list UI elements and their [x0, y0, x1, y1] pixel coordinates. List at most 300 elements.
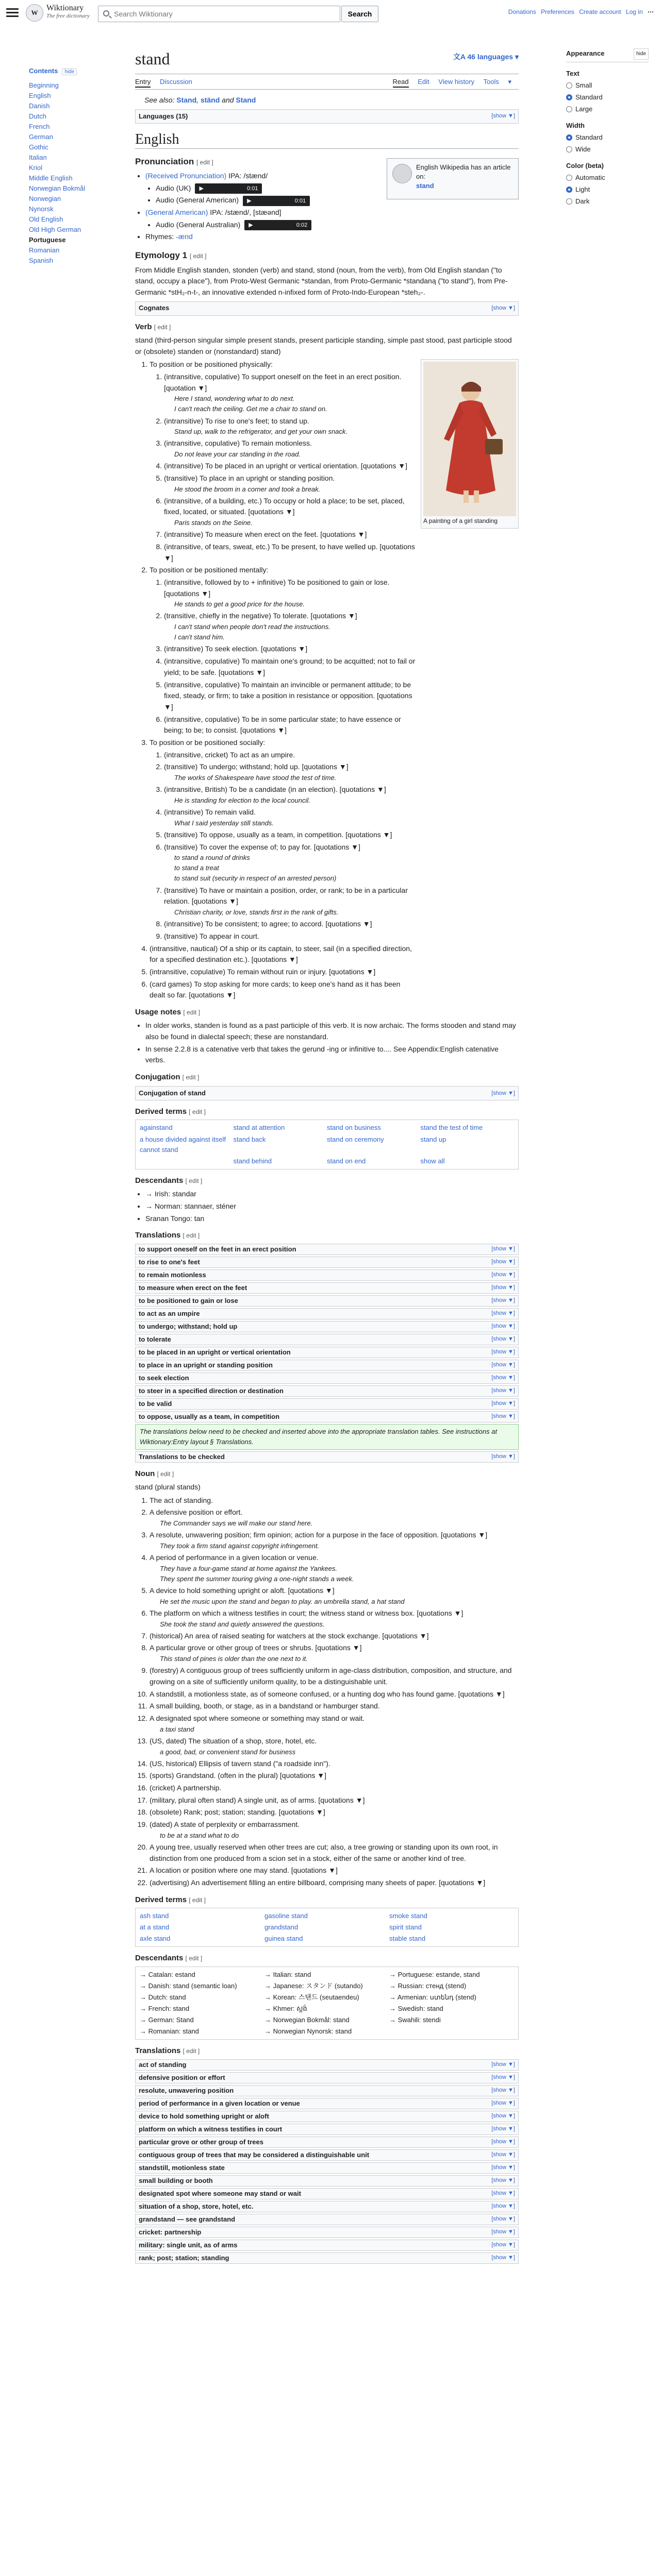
list-item: • In older works, standen is found as a past participle of this verb. It is now archaic. The forms stooden and stand may also be found in dialectal speech; these are nonstandard. [145, 1020, 519, 1042]
translation-gloss: to undergo; withstand; hold up [139, 1322, 238, 1330]
section-title: English [135, 131, 179, 147]
sense [164, 829, 418, 841]
table-of-contents [29, 66, 86, 266]
show-toggle[interactable]: [show ▼] [491, 1297, 515, 1304]
list-item: • → Irish: standar [145, 1189, 519, 1200]
show-toggle[interactable]: [show ▼] [491, 2061, 515, 2068]
log-in-link[interactable]: Log in [625, 8, 643, 15]
image-thumbnail[interactable] [421, 359, 519, 529]
audio-player[interactable]: ▶ 0:01 [195, 183, 262, 194]
sense-text: (dated) A state of perplexity or embarrassment. [150, 1820, 300, 1829]
edit-link[interactable]: [ edit ] [157, 1470, 174, 1478]
list-item: • → Norman: stannaer, sténer [145, 1201, 519, 1212]
example: He stands to get a good price for the house. [174, 600, 305, 608]
translation-box[interactable] [135, 1372, 519, 1384]
show-toggle[interactable]: [show ▼] [491, 1400, 515, 1407]
example: a taxi stand [160, 1725, 194, 1733]
list-item: → Russian: стенд (stend) [389, 1981, 467, 1990]
list-item: • In sense 2.2.8 is a catenative verb that takes the gerund -ing or infinitive to.... See Appendix:English catenative verbs. [145, 1044, 519, 1066]
translation-box[interactable] [135, 2137, 519, 2148]
edit-link[interactable]: [ edit ] [189, 252, 207, 260]
show-toggle[interactable]: [show ▼] [491, 2190, 515, 2197]
see-also-label: See also: [144, 96, 175, 104]
list-item[interactable]: stand behind [233, 1157, 272, 1165]
toc-item[interactable]: Italian [29, 154, 47, 161]
tab-entry[interactable]: Entry [135, 78, 151, 88]
translation-gloss: to support oneself on the feet in an erect position [139, 1245, 296, 1253]
site-name: Wiktionary [46, 4, 84, 12]
etymology-heading [135, 249, 519, 262]
toc-item[interactable]: Old English [29, 215, 63, 223]
show-toggle[interactable]: [show ▼] [491, 1323, 515, 1330]
translation-gloss: to measure when erect on the feet [139, 1283, 247, 1292]
list-item: → Swahili: stendi [389, 2016, 441, 2024]
sense [150, 1819, 519, 1841]
show-toggle[interactable]: [show ▼] [491, 1284, 515, 1291]
sense [150, 979, 418, 1001]
radio-label: Light [575, 185, 590, 193]
sense-text: (transitive) To cover the expense of; to pay for. [quotations ▼] [164, 842, 360, 851]
translation-box[interactable] [135, 2214, 519, 2225]
sense-text: A device to hold something upright or aloft. [quotations ▼] [150, 1586, 335, 1595]
translation-box[interactable] [135, 2188, 519, 2199]
example: They have a four-game stand at home against the Yankees. [160, 1564, 337, 1572]
rhymes-link[interactable]: -ænd [176, 232, 193, 241]
text-standard-radio[interactable] [566, 92, 649, 103]
sense-text: (US, historical) Ellipsis of tavern stand ("a roadside inn"). [150, 1759, 330, 1768]
section-title: Derived terms [135, 1895, 187, 1904]
show-toggle[interactable]: [show ▼] [491, 113, 515, 120]
tab-read[interactable]: Read [393, 78, 409, 88]
toc-item[interactable]: German [29, 133, 53, 141]
show-toggle[interactable]: [show ▼] [491, 2216, 515, 2223]
derived-terms-list [135, 1120, 519, 1170]
translation-box[interactable] [135, 1269, 519, 1281]
list-item[interactable]: againstand [140, 1124, 173, 1132]
example: Here I stand, wondering what to do next. [174, 395, 295, 403]
show-toggle[interactable]: [show ▼] [491, 1453, 515, 1460]
edit-link[interactable]: [ edit ] [183, 2047, 200, 2055]
translations-to-check-box[interactable] [135, 1451, 519, 1463]
example: to stand a treat [174, 864, 219, 872]
example: This stand of pines is older than the one next to it. [160, 1655, 308, 1663]
show-toggle[interactable]: [show ▼] [491, 1246, 515, 1252]
toc-item[interactable]: Kriol [29, 164, 43, 172]
ipa-text: IPA: /stænd/ [228, 172, 268, 180]
search-button[interactable]: Search [341, 6, 378, 22]
translation-gloss: to act as an umpire [139, 1309, 200, 1317]
search-icon [103, 10, 109, 16]
sense [150, 1877, 519, 1889]
toc-item[interactable]: Gothic [29, 143, 48, 151]
sense [150, 1552, 519, 1584]
width-standard-radio[interactable] [566, 132, 649, 143]
toc-hide-button[interactable]: hide [62, 69, 77, 75]
show-toggle[interactable]: [show ▼] [491, 2203, 515, 2210]
translation-box[interactable] [135, 2175, 519, 2187]
accent-label[interactable]: (General American) [145, 208, 208, 217]
list-item[interactable]: a house divided against itself cannot stand [140, 1135, 226, 1154]
list-item: → French: stand [140, 2005, 190, 2013]
conjugation-label: Conjugation of stand [139, 1089, 206, 1097]
toc-item[interactable]: English [29, 92, 51, 99]
tab-tools[interactable]: Tools ▾ [483, 77, 511, 86]
sense-text: A small building, booth, or stage, as in a bandstand or hamburger stand. [150, 1702, 380, 1710]
search-input[interactable] [114, 8, 310, 20]
section-title: Noun [135, 1469, 155, 1478]
toc-item[interactable]: Romanian [29, 246, 60, 254]
conjugation-box[interactable] [135, 1086, 519, 1100]
translation-box[interactable] [135, 1257, 519, 1268]
translation-gloss: resolute, unwavering position [139, 2086, 234, 2094]
list-item[interactable]: stand on end [327, 1157, 366, 1165]
sense [150, 1842, 519, 1864]
toc-item[interactable]: Spanish [29, 257, 53, 264]
list-item [156, 219, 519, 231]
list-item[interactable]: stand the test of time [420, 1124, 483, 1132]
edit-link[interactable]: [ edit ] [154, 323, 171, 331]
audio-player[interactable]: ▶ 0:02 [244, 220, 311, 230]
sense [164, 371, 418, 415]
sense [164, 416, 418, 437]
translation-gloss: small building or booth [139, 2176, 213, 2184]
list-item[interactable]: stand up [420, 1135, 446, 1143]
section-title: Translations [135, 2046, 181, 2056]
sense-text: (transitive) To oppose, usually as a team, in competition. [quotations ▼] [164, 830, 392, 839]
see-also-link[interactable]: Stand [176, 96, 197, 104]
color-automatic-radio[interactable] [566, 173, 649, 183]
translation-box[interactable] [135, 1411, 519, 1422]
translation-gloss: situation of a shop, store, hotel, etc. [139, 2202, 254, 2210]
translation-box[interactable] [135, 2162, 519, 2174]
translation-box[interactable] [135, 2124, 519, 2135]
radio-label: Standard [575, 133, 603, 141]
sense-text: A resolute, unwavering position; firm opinion; action for a purpose in the face of opposition. [quotations ▼] [150, 1531, 488, 1539]
translation-box[interactable] [135, 2072, 519, 2083]
show-toggle[interactable]: [show ▼] [491, 1310, 515, 1317]
translation-gloss: particular grove or other group of trees [139, 2138, 263, 2146]
translation-box[interactable] [135, 2252, 519, 2264]
wikipedia-link[interactable]: stand [416, 181, 434, 190]
show-toggle[interactable]: [show ▼] [491, 1362, 515, 1368]
wikipedia-text: English Wikipedia has an article on: [416, 163, 511, 180]
translation-box[interactable] [135, 2227, 519, 2238]
example: to stand suit (security in respect of an arrested person) [174, 874, 337, 883]
sense [164, 784, 418, 806]
list-item[interactable]: stand on business [327, 1124, 381, 1132]
sense [150, 1608, 519, 1630]
sense-text: (sports) Grandstand. (often in the plural) [quotations ▼] [150, 1771, 327, 1780]
translation-box[interactable] [135, 2240, 519, 2251]
sense [150, 1865, 519, 1876]
noun-descendants [135, 1967, 519, 2040]
show-toggle[interactable]: [show ▼] [491, 305, 515, 312]
example: They spent the summer touring giving a one-night stands a week. [160, 1574, 354, 1583]
sense-text: (obsolete) Rank; post; station; standing. [quotations ▼] [150, 1808, 325, 1817]
list-item[interactable] [140, 1156, 234, 1166]
sense-text: (intransitive, copulative) To remain without ruin or injury. [quotations ▼] [150, 967, 376, 976]
show-toggle[interactable]: [show ▼] [491, 1413, 515, 1420]
translation-box[interactable] [135, 2111, 519, 2122]
appearance-hide-button[interactable]: hide [634, 48, 649, 60]
edit-link[interactable]: [ edit ] [189, 1896, 206, 1904]
translation-box[interactable] [135, 2059, 519, 2071]
sense [164, 680, 418, 713]
width-label: Width [566, 122, 585, 129]
tab-discussion[interactable]: Discussion [159, 77, 192, 86]
translation-box[interactable] [135, 1347, 519, 1358]
noun-translation-tables [135, 2059, 519, 2264]
sense [164, 656, 418, 678]
sense-text: (intransitive) To be placed in an upright or vertical orientation. [quotations ▼] [164, 462, 407, 470]
show-toggle[interactable]: [show ▼] [491, 1375, 515, 1381]
show-toggle[interactable]: [show ▼] [491, 2151, 515, 2158]
audio-label: Audio (General Australian) [156, 220, 241, 229]
descendants-heading [135, 1175, 519, 1187]
toc-item[interactable]: Norwegian Bokmål [29, 184, 86, 192]
example: He stood the broom in a corner and took a break. [174, 485, 321, 493]
edit-link[interactable]: [ edit ] [185, 1955, 203, 1962]
list-item: → Romanian: stand [140, 2027, 199, 2036]
list-item[interactable]: guinea stand [264, 1935, 303, 1943]
list-item: → German: Stand [140, 2016, 194, 2024]
translations-heading [135, 1229, 519, 1241]
site-logo[interactable]: W [26, 4, 43, 22]
list-item[interactable]: gasoline stand [264, 1911, 308, 1920]
sense-text: (intransitive) To rise to one's feet; to stand up. [164, 416, 309, 425]
translation-box[interactable] [135, 1385, 519, 1397]
list-item: → Portuguese: estande, stand [389, 1970, 480, 1978]
sense [150, 967, 418, 978]
sub-senses [164, 577, 418, 736]
translation-box[interactable] [135, 1360, 519, 1371]
show-toggle[interactable]: [show ▼] [491, 2139, 515, 2145]
sense-text: (transitive) To place in an upright or standing position. [164, 473, 335, 482]
list-item: • Sranan Tongo: tan [145, 1213, 519, 1225]
list-item[interactable]: axle stand [140, 1935, 171, 1943]
noun-derived-heading [135, 1894, 519, 1906]
audio-label: Audio (UK) [156, 183, 191, 192]
sense [150, 1783, 519, 1794]
etymology-text: From Middle English standen, stonden (verb) and stand, stond (noun, from the verb), from Old English standan ("to stand, occupy a place"), from Proto-West Germanic *standan, from Proto-Germanic *standaną ("to stand"), from Pre-Germanic *stH₂-n-t-, an innovative extended n-infixed form of Proto-Indo-European *steh₂-. [135, 265, 508, 296]
sense [150, 1689, 519, 1700]
show-toggle[interactable]: [show ▼] [491, 2177, 515, 2184]
translation-gloss: to rise to one's feet [139, 1258, 200, 1266]
sense-text: A particular grove or other group of trees or shrubs. [quotations ▼] [150, 1643, 362, 1652]
tab-edit[interactable]: Edit [418, 77, 429, 86]
sense [150, 359, 418, 564]
sense-text: A designated spot where someone or something may stand or wait. [150, 1714, 365, 1723]
languages-box[interactable] [135, 109, 519, 124]
list-item[interactable]: ash stand [140, 1911, 169, 1920]
sense [164, 541, 418, 564]
edit-link[interactable]: [ edit ] [183, 1232, 200, 1240]
translation-box[interactable] [135, 1321, 519, 1332]
sense-text: To position or be positioned socially: [150, 738, 266, 747]
sense [164, 885, 418, 918]
list-item: → Korean: 스탠드 (seutaendeu) [264, 1993, 359, 2001]
edit-link[interactable]: [ edit ] [182, 1073, 200, 1081]
toc-item-current[interactable]: Portuguese [29, 236, 66, 244]
translation-box[interactable] [135, 1244, 519, 1255]
show-toggle[interactable]: [show ▼] [491, 1387, 515, 1394]
translations-notice: The translations below need to be checked and inserted above into the appropriate translation tables. See instructions at Wiktionary:Entry layout § Translations. [135, 1424, 519, 1450]
girl-standing-image[interactable] [423, 362, 516, 516]
translation-gloss: platform on which a witness testifies in court [139, 2125, 283, 2133]
show-toggle[interactable]: [show ▼] [491, 2087, 515, 2094]
sense [150, 737, 418, 942]
section-title: Conjugation [135, 1072, 180, 1081]
site-brand[interactable] [46, 4, 90, 19]
radio-label: Standard [575, 93, 603, 101]
donations-link[interactable]: Donations [508, 8, 536, 15]
main-menu-icon[interactable] [6, 6, 19, 19]
translation-box[interactable] [135, 1282, 519, 1294]
sense-text: A young tree, usually reserved when other trees are cut; also, a tree growing or standing upon its own root, in distinction from one produced from a scion set in a stock, either of the same or another kind of tree. [150, 1842, 498, 1862]
show-toggle[interactable]: [show ▼] [491, 2113, 515, 2120]
list-item[interactable]: stand back [233, 1135, 266, 1143]
show-toggle[interactable]: [show ▼] [491, 2242, 515, 2248]
see-also-sep: and [222, 96, 234, 104]
text-large-radio[interactable] [566, 104, 649, 114]
noun-senses [150, 1495, 519, 1889]
toc-item[interactable]: Norwegian Nynorsk [29, 195, 61, 213]
example: The works of Shakespeare have stood the test of time. [174, 774, 337, 782]
list-item[interactable]: spirit stand [389, 1923, 422, 1931]
list-item[interactable]: smoke stand [389, 1911, 427, 1920]
sense [164, 473, 418, 495]
tab-view-history[interactable]: View history [438, 77, 475, 86]
sense [150, 1758, 519, 1770]
translation-box[interactable] [135, 1295, 519, 1307]
verb-senses [150, 359, 418, 1001]
tools-label: Tools [483, 77, 499, 86]
appearance-panel [566, 48, 649, 208]
width-wide-radio[interactable] [566, 144, 649, 155]
color-light-radio[interactable] [566, 184, 649, 195]
translation-gloss: Translations to be checked [139, 1452, 225, 1461]
list-item[interactable]: stand at attention [233, 1124, 285, 1132]
list-item[interactable]: stand on ceremony [327, 1135, 384, 1143]
show-toggle[interactable]: [show ▼] [491, 2074, 515, 2081]
see-also-link[interactable]: ständ [200, 96, 220, 104]
example: What I said yesterday still stands. [174, 819, 274, 827]
list-item: → Italian: stand [264, 1970, 311, 1978]
translation-gloss: rank; post; station; standing [139, 2253, 229, 2262]
see-also-link[interactable]: Stand [236, 96, 256, 104]
color-dark-radio[interactable] [566, 196, 649, 207]
noun-descendants-heading [135, 1952, 519, 1964]
toc-item[interactable]: Dutch [29, 112, 46, 120]
create-account-link[interactable]: Create account [579, 8, 621, 15]
sense-text: (intransitive, nautical) Of a ship or its captain, to steer, sail (in a specified direction, for a specified destination etc.). [quotations ▼] [150, 944, 412, 964]
show-toggle[interactable]: [show ▼] [491, 2164, 515, 2171]
sense-text: (intransitive, copulative) To remain motionless. [164, 439, 312, 448]
toc-item[interactable]: French [29, 123, 50, 130]
audio-player[interactable]: ▶ 0:01 [243, 196, 310, 206]
example: I can't stand when people don't read the instructions. [174, 623, 330, 631]
section-title: Descendants [135, 1954, 184, 1963]
edit-link[interactable]: [ edit ] [196, 158, 213, 166]
translation-gloss: cricket: partnership [139, 2228, 202, 2236]
show-toggle[interactable]: [show ▼] [491, 1090, 515, 1096]
translation-gloss: to be valid [139, 1399, 172, 1408]
preferences-link[interactable]: Preferences [541, 8, 574, 15]
edit-link[interactable]: [ edit ] [185, 1177, 203, 1184]
translation-gloss: military: single unit, as of arms [139, 2241, 238, 2249]
list-item[interactable]: grandstand [264, 1923, 299, 1931]
languages-box-label: Languages (15) [139, 112, 188, 120]
translation-box[interactable] [135, 2149, 519, 2161]
verb-senses-block [135, 359, 519, 1001]
verb-heading [135, 321, 519, 333]
ipa-text: IPA: /stænd/, [stæənd] [210, 208, 282, 217]
translation-box[interactable] [135, 1334, 519, 1345]
sense-text: (card games) To stop asking for more cards; to keep one's hand as it has been dealt so far. [quotations ▼] [150, 979, 401, 999]
section-title: Pronunciation [135, 156, 194, 166]
sense [164, 714, 418, 736]
language-selector[interactable]: 文A 46 languages ▾ [453, 53, 519, 61]
show-toggle[interactable]: [show ▼] [491, 1336, 515, 1343]
show-toggle[interactable]: [show ▼] [491, 1272, 515, 1278]
show-all-link[interactable]: show all [420, 1157, 445, 1165]
conjugation-heading [135, 1071, 519, 1083]
toc-item[interactable]: Danish [29, 102, 50, 110]
toc-item[interactable]: Beginning [29, 81, 59, 89]
noun-translations-heading [135, 2045, 519, 2057]
edit-link[interactable]: [ edit ] [189, 1108, 206, 1116]
cognates-box[interactable] [135, 301, 519, 316]
language-count: 46 languages [467, 53, 514, 61]
sense-text: (transitive, chiefly in the negative) To tolerate. [quotations ▼] [164, 612, 357, 620]
show-toggle[interactable]: [show ▼] [491, 2100, 515, 2107]
translation-box[interactable] [135, 2098, 519, 2109]
translation-gloss: defensive position or effort [139, 2073, 225, 2081]
sense [164, 919, 418, 930]
sub-senses [164, 371, 418, 564]
list-item [145, 207, 519, 218]
sense-text: (intransitive) To be consistent; to agree; to accord. [quotations ▼] [164, 920, 372, 928]
show-toggle[interactable]: [show ▼] [491, 2255, 515, 2261]
sense-text: (advertising) An advertisement filling an entire billboard, comprising many sheets of paper. [quotations ▼] [150, 1878, 486, 1887]
translation-box[interactable] [135, 1398, 519, 1410]
accent-label[interactable]: (Received Pronunciation) [145, 172, 227, 180]
more-options-icon[interactable]: ⋯ [648, 8, 654, 15]
list-item: → Catalan: estand [140, 1970, 195, 1978]
edit-link[interactable]: [ edit ] [183, 1008, 201, 1016]
noun-derived-terms [135, 1908, 519, 1947]
translation-box[interactable] [135, 2085, 519, 2096]
translation-box[interactable] [135, 2201, 519, 2212]
list-item: → Danish: stand (semantic loan) [140, 1981, 237, 1990]
show-toggle[interactable]: [show ▼] [491, 2126, 515, 2132]
rhymes-label: Rhymes: [145, 232, 174, 241]
section-title: Descendants [135, 1176, 184, 1185]
list-item[interactable]: stable stand [389, 1935, 426, 1943]
text-small-radio[interactable] [566, 80, 649, 91]
toc-item[interactable]: Middle English [29, 174, 73, 182]
show-toggle[interactable]: [show ▼] [491, 1259, 515, 1265]
translation-box[interactable] [135, 1308, 519, 1319]
show-toggle[interactable]: [show ▼] [491, 2229, 515, 2235]
list-item[interactable]: at a stand [140, 1923, 170, 1931]
show-toggle[interactable]: [show ▼] [491, 1349, 515, 1355]
list-item: → Japanese: スタンド (sutando) [264, 1981, 363, 1990]
translation-gloss: to remain motionless [139, 1270, 206, 1279]
toc-item[interactable]: Old High German [29, 226, 81, 233]
sense [164, 461, 418, 472]
sense [164, 438, 418, 460]
